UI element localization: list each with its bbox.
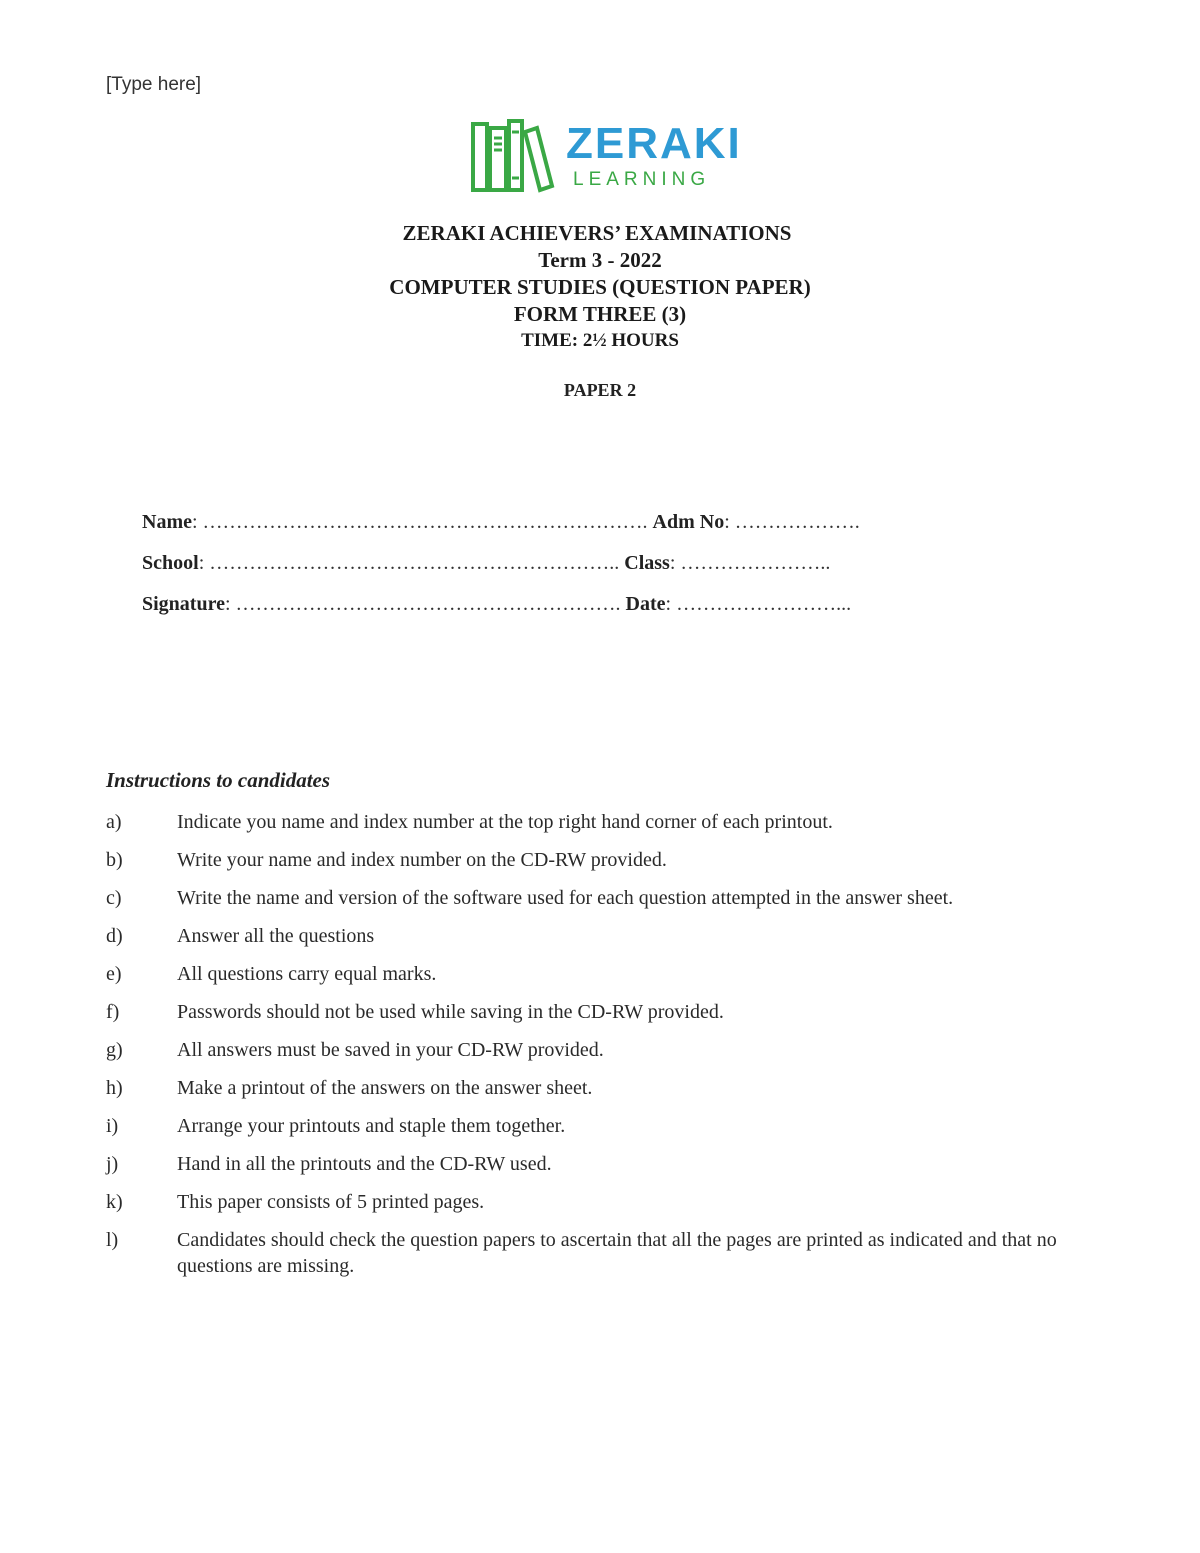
name-label: Name — [142, 511, 192, 533]
instruction-marker: b) — [106, 849, 123, 871]
instruction-marker: d) — [106, 925, 123, 947]
instruction-marker: k) — [106, 1191, 123, 1213]
instruction-text: Write your name and index number on the CD-RW provided. — [177, 849, 667, 871]
instruction-marker: g) — [106, 1039, 123, 1061]
class-label: Class — [624, 552, 670, 574]
instruction-item — [106, 809, 1096, 835]
exam-term: Term 3 - 2022 — [538, 248, 662, 272]
instruction-item — [106, 923, 1096, 949]
instruction-item — [106, 1227, 1096, 1279]
class-field[interactable]: : ………………….. — [669, 552, 831, 574]
instruction-item — [106, 1075, 1096, 1101]
instruction-text: Write the name and version of the software used for each question attempted in the answer sheet. — [177, 887, 954, 909]
header-placeholder: [Type here] — [106, 74, 202, 95]
books-logo-icon — [470, 118, 556, 194]
logo-brand-text: ZERAKI — [566, 119, 742, 168]
instruction-text: Candidates should check the question papers to ascertain that all the pages are printed as indicated and that no questions are missing. — [177, 1229, 1057, 1277]
candidate-details — [142, 508, 992, 631]
signature-row — [142, 590, 992, 631]
name-field[interactable]: : …………………………………………………………. — [191, 511, 648, 533]
instruction-marker: i) — [106, 1115, 119, 1137]
instruction-item — [106, 1189, 1096, 1215]
exam-time: TIME: 2½ HOURS — [521, 330, 679, 351]
school-row — [142, 549, 992, 590]
date-field[interactable]: : ……………………... — [665, 593, 852, 615]
instruction-marker: c) — [106, 887, 122, 909]
exam-form: FORM THREE (3) — [513, 302, 687, 326]
instruction-item — [106, 961, 1096, 987]
instruction-marker: f) — [106, 1001, 120, 1023]
instruction-item — [106, 1151, 1096, 1177]
instruction-text: All answers must be saved in your CD-RW provided. — [177, 1039, 604, 1061]
instruction-marker: l) — [106, 1229, 119, 1251]
instructions-section — [106, 768, 1096, 1291]
school-field[interactable]: : …………………………………………………….. — [198, 552, 620, 574]
name-row — [142, 508, 992, 549]
instruction-text: This paper consists of 5 printed pages. — [177, 1191, 485, 1213]
instruction-text: Answer all the questions — [177, 925, 375, 947]
instruction-marker: j) — [106, 1153, 119, 1175]
exam-title-block — [0, 220, 1200, 354]
instruction-text: Indicate you name and index number at the top right hand corner of each printout. — [177, 811, 833, 833]
instruction-item — [106, 885, 1096, 911]
paper-label: PAPER 2 — [563, 380, 637, 400]
instruction-item — [106, 999, 1096, 1025]
date-label: Date — [625, 593, 666, 615]
instruction-text: Make a printout of the answers on the answer sheet. — [177, 1077, 593, 1099]
adm-no-field[interactable]: : ………………. — [724, 511, 860, 533]
instruction-item — [106, 847, 1096, 873]
instruction-text: Passwords should not be used while saving in the CD-RW provided. — [177, 1001, 724, 1023]
adm-no-label: Adm No — [652, 511, 725, 533]
instructions-heading: Instructions to candidates — [106, 768, 331, 792]
instruction-item — [106, 1037, 1096, 1063]
zeraki-logo — [470, 118, 770, 198]
instruction-text: Arrange your printouts and staple them together. — [177, 1115, 566, 1137]
instruction-item — [106, 1113, 1096, 1139]
exam-title: ZERAKI ACHIEVERS’ EXAMINATIONS — [402, 221, 792, 245]
instruction-marker: h) — [106, 1077, 123, 1099]
signature-label: Signature — [142, 593, 225, 615]
logo-subtitle-text: LEARNING — [573, 169, 711, 190]
instruction-marker: e) — [106, 963, 122, 985]
instruction-marker: a) — [106, 811, 122, 833]
signature-field[interactable]: : …………………………………………………. — [224, 593, 621, 615]
exam-subject: COMPUTER STUDIES (QUESTION PAPER) — [389, 275, 811, 299]
instruction-text: Hand in all the printouts and the CD-RW used. — [177, 1153, 552, 1175]
school-label: School — [142, 552, 199, 574]
instruction-text: All questions carry equal marks. — [177, 963, 437, 985]
